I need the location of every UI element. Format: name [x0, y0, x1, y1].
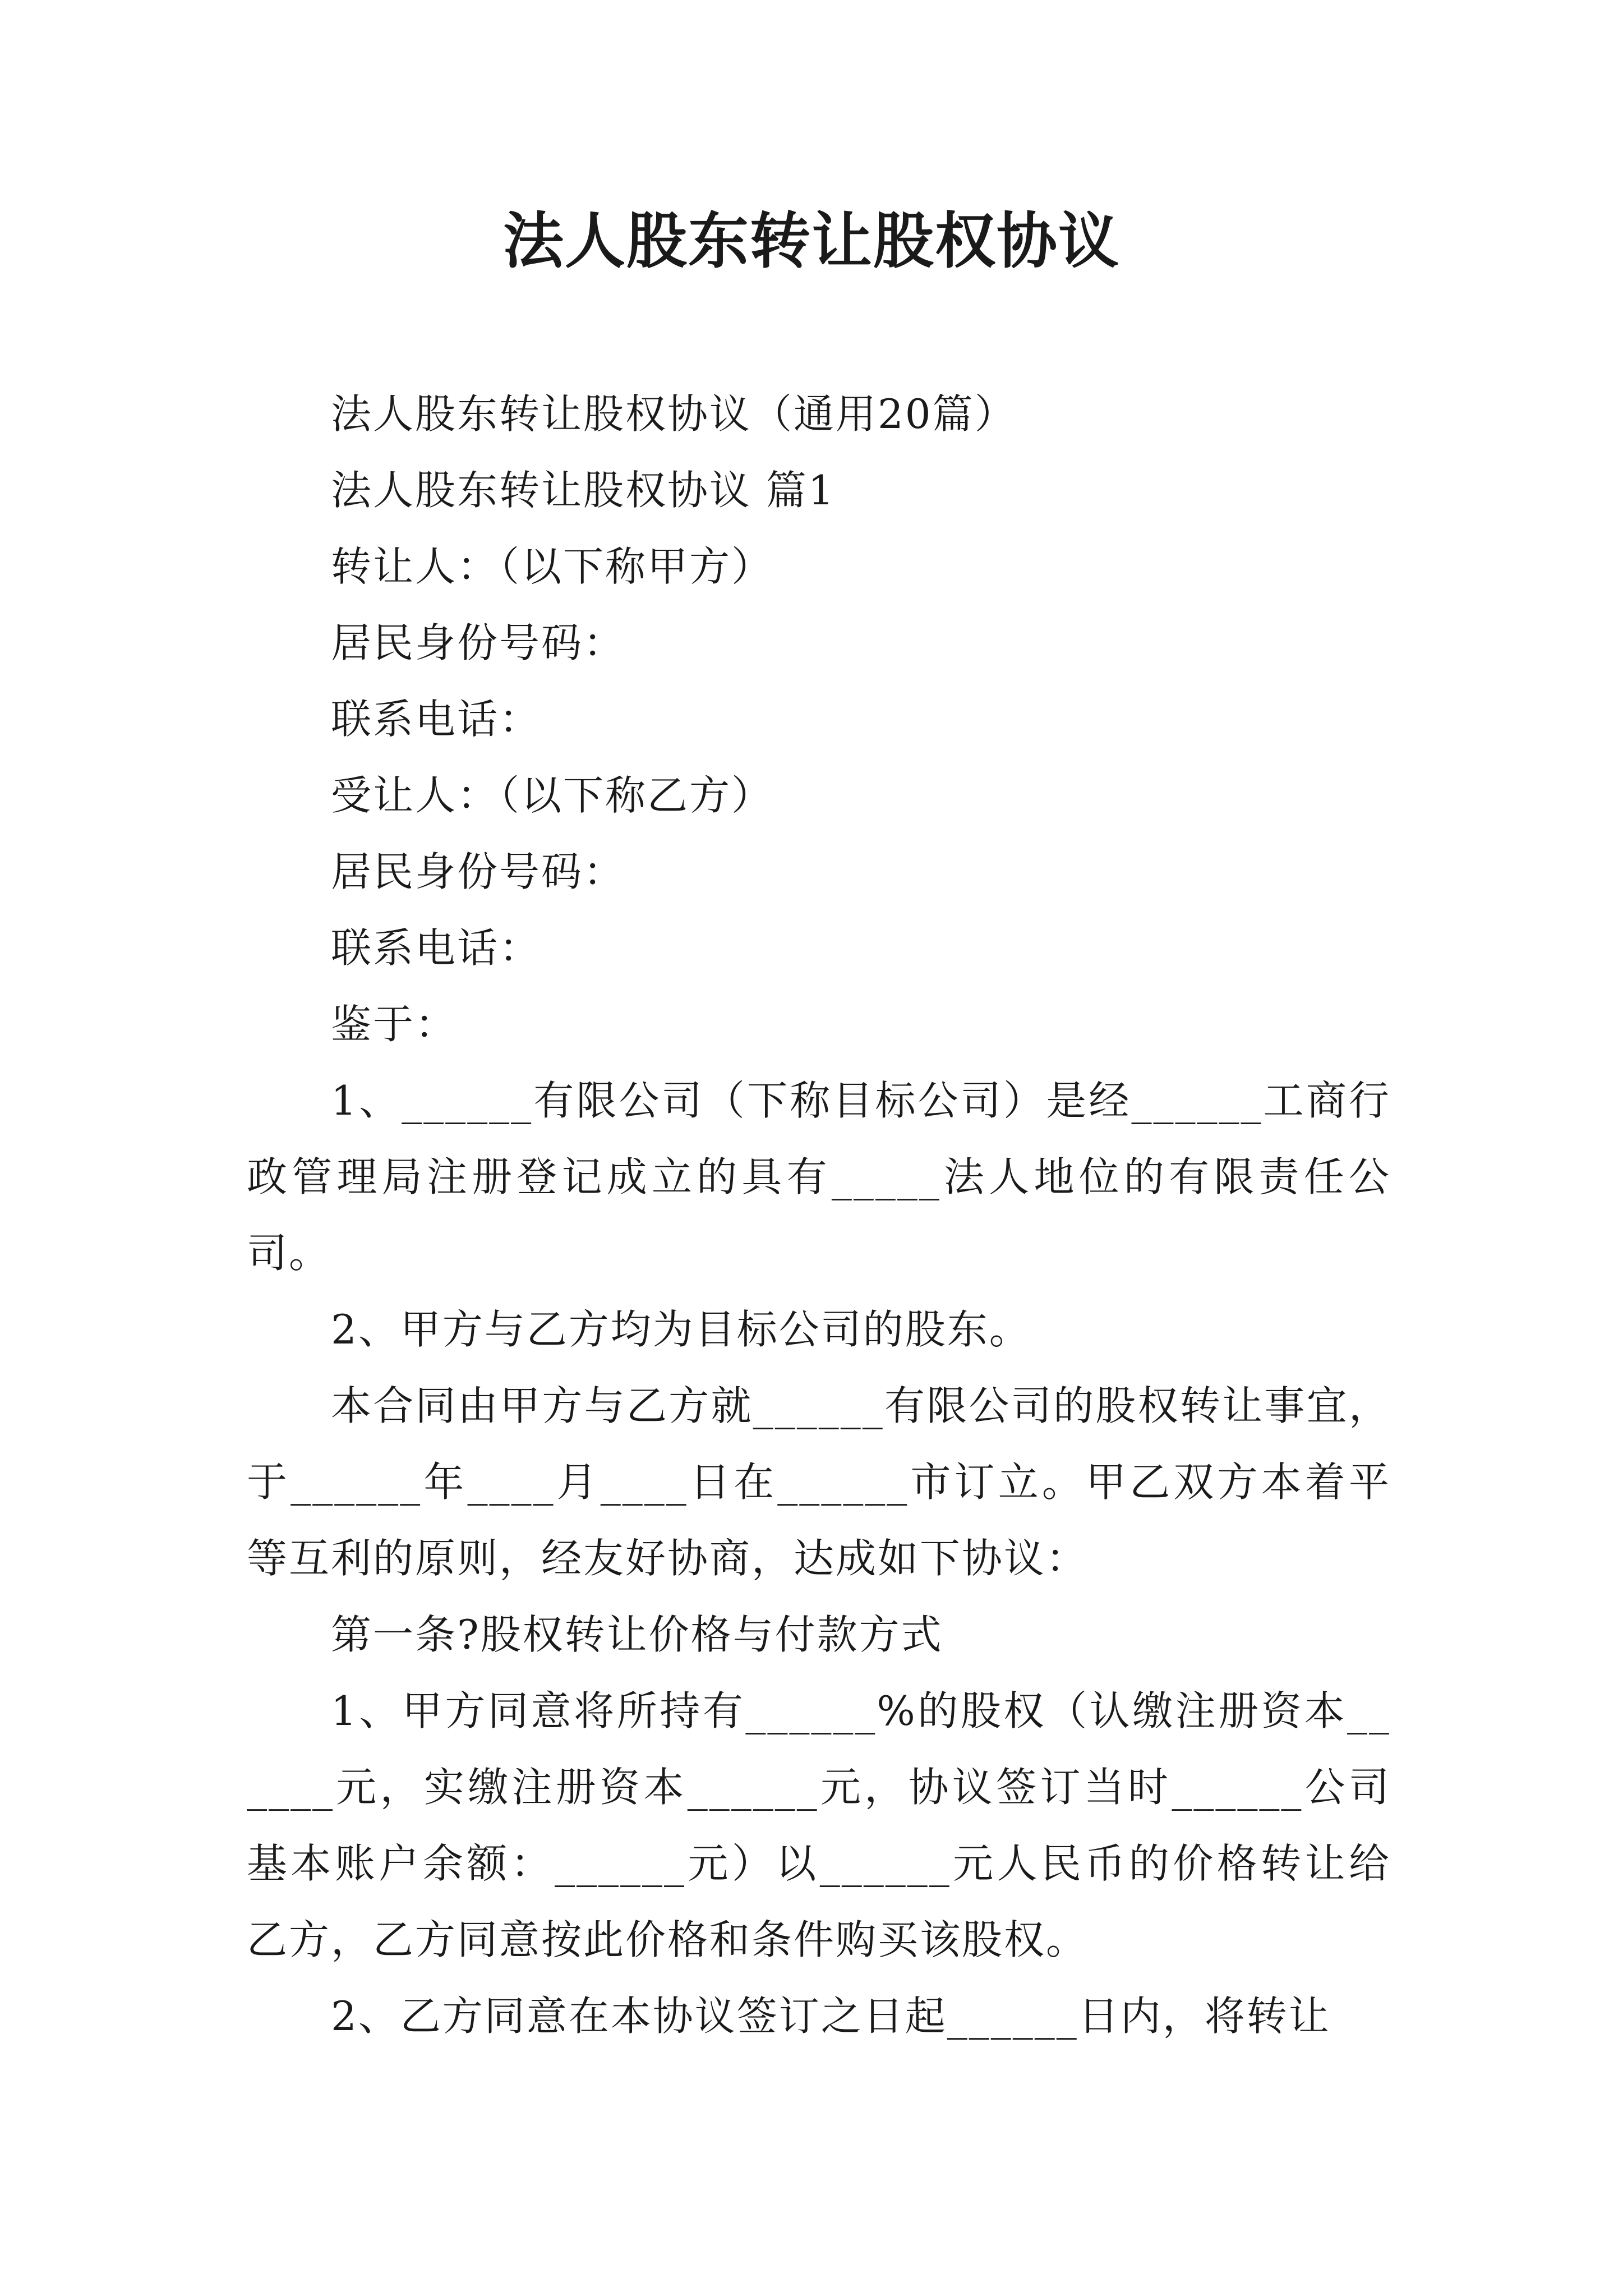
- paragraph-subtitle: 法人股东转让股权协议（通用20篇）: [331, 390, 1017, 438]
- paragraph-whereas-2: 2、甲方与乙方均为目标公司的股东。: [331, 1306, 1031, 1353]
- paragraph-section-heading: 法人股东转让股权协议 篇1: [331, 467, 836, 514]
- paragraph-transferee-phone: 联系电话：: [331, 924, 542, 972]
- paragraph-contract-intro: 本合同由甲方与乙方就______有限公司的股权转让事宜，于______年____月____日在______市订立。甲乙双方本着平等互利的原则，经友好协商，达成如下协议：: [247, 1382, 1391, 1582]
- document-body: [247, 376, 1391, 2054]
- paragraph-transferor-id: 居民身份号码：: [331, 619, 626, 666]
- paragraph-article-1-heading: 第一条?股权转让价格与付款方式: [331, 1611, 943, 1658]
- paragraph-transferee-id: 居民身份号码：: [331, 848, 626, 895]
- paragraph-whereas-1: 1、______有限公司（下称目标公司）是经______工商行政管理局注册登记成立的具有_____法人地位的有限责任公司。: [247, 1077, 1391, 1277]
- paragraph-whereas: 鉴于：: [331, 1001, 458, 1048]
- document-title: 法人股东转让股权协议: [502, 206, 1120, 277]
- paragraph-transferor: 转让人：（以下称甲方）: [331, 543, 774, 590]
- paragraph-article-1-clause-1: 1、甲方同意将所持有______%的股权（认缴注册资本______元，实缴注册资本______元，协议签订当时______公司基本账户余额：______元）以______元人民币的价格转让给乙方，乙方同意按此价格和条件购买该股权。: [247, 1687, 1391, 1963]
- paragraph-article-1-clause-2: 2、乙方同意在本协议签订之日起______日内，将转让: [331, 1993, 1331, 2040]
- paragraph-transferor-phone: 联系电话：: [331, 696, 542, 743]
- paragraph-transferee: 受让人：（以下称乙方）: [331, 772, 774, 819]
